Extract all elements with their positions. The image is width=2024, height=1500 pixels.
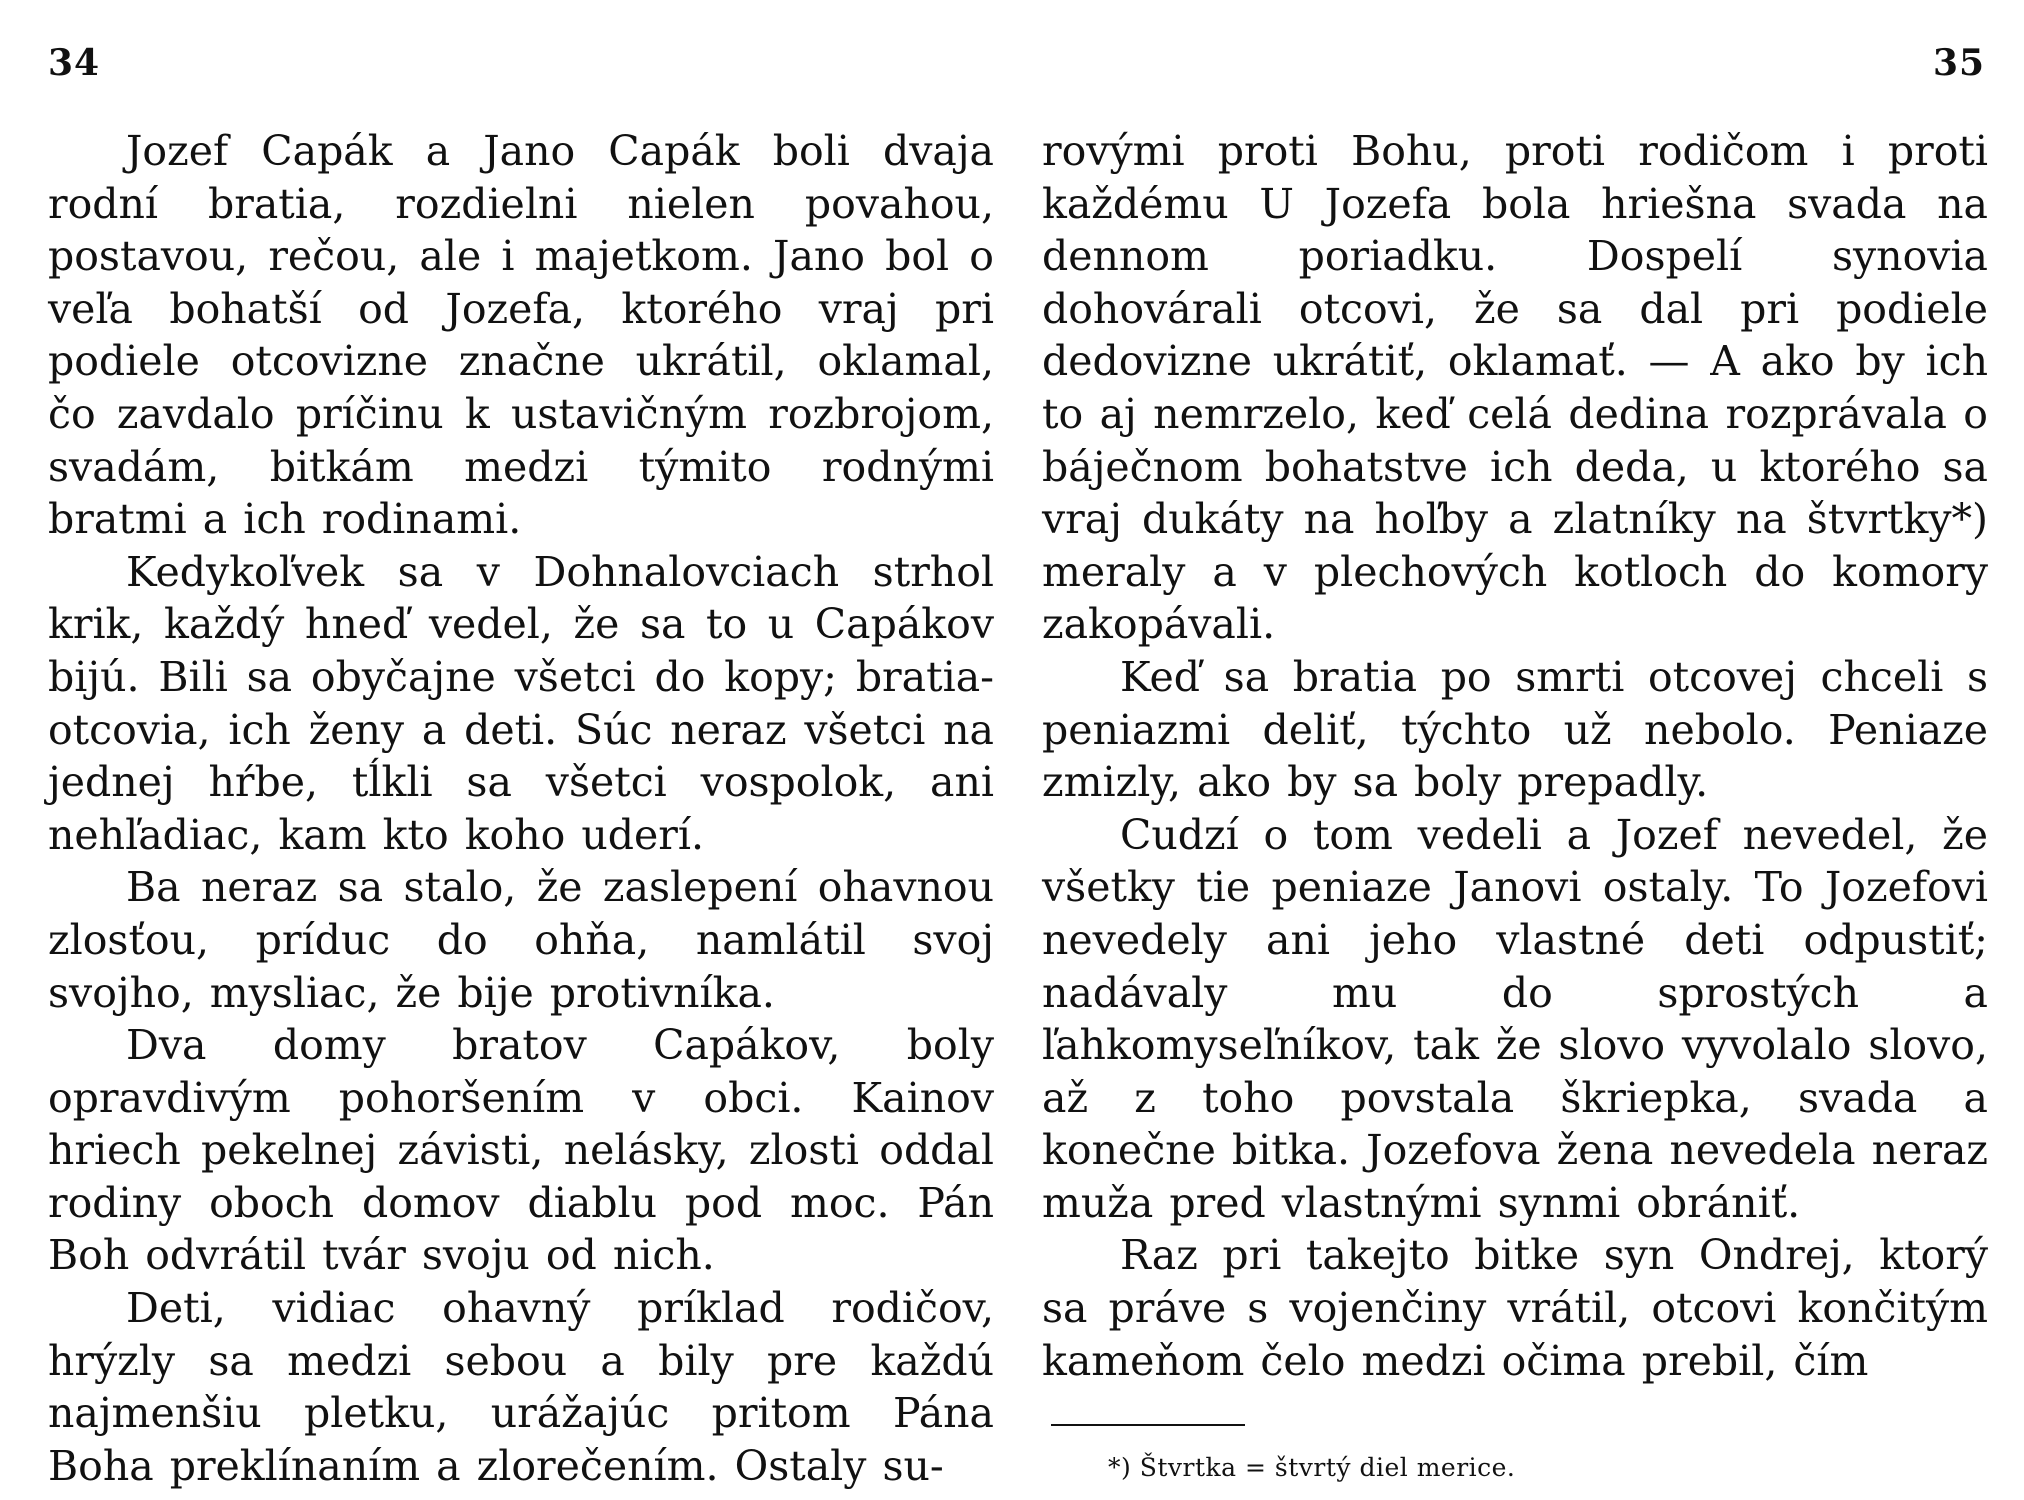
paragraph: rovými proti Bohu, proti rodičom i proti každému U Jozefa bola hriešna svada na dennom poriadku. Dospelí synovia dohovárali otcovi, že sa dal pri podiele dedovizne ukrátiť, oklamať. — A ako by ich to aj nemrzelo, keď celá dedina rozprávala o báječnom bohatstve ich deda, u ktorého sa vraj dukáty na hoľby a zlatníky na štvrtky*) meraly a v plechových kotloch do komory zakopávali.	[1042, 127, 1988, 649]
footnote: *) Štvrtka = štvrtý diel merice.	[1108, 1453, 1516, 1482]
paragraph: Ba neraz sa stalo, že zaslepení ohavnou zlosťou, príduc do ohňa, namlátil svoj svojho, mysliac, že bije protivníka.	[48, 863, 994, 1017]
paragraph: Keď sa bratia po smrti otcovej chceli s peniazmi deliť, týchto už nebolo. Peniaze zmizly, ako by sa boly prepadly.	[1042, 652, 1988, 807]
paragraph: Raz pri takejto bitke syn Ondrej, ktorý sa práve s vojenčiny vrátil, otcovi končitým kameňom čelo medzi očima prebil, čím	[1042, 1231, 1988, 1385]
paragraph: Cudzí o tom vedeli a Jozef nevedel, že všetky tie peniaze Janovi ostaly. To Jozefovi nevedely ani jeho vlastné deti odpustiť; nadávaly mu do sprostých a ľahkomyseľníkov, tak že slovo vyvolalo slovo, až z toho povstala škriepka, svada a konečne bitka. Jozefova žena nevedela neraz muža pred vlastnými synmi obrániť.	[1042, 810, 1988, 1227]
paragraph: Deti, vidiac ohavný príklad rodičov, hrýzly sa medzi sebou a bily pre každú najmenšiu pletku, urážajúc pritom Pána Boha preklínaním a zlorečením. Ostaly su-	[48, 1284, 994, 1490]
right-column	[1042, 125, 1988, 1387]
paragraph: Kedykoľvek sa v Dohnalovciach strhol krik, každý hneď vedel, že sa to u Capákov bijú. Bili sa obyčajne všetci do kopy; bratia-otcovia, ich ženy a deti. Súc neraz všetci na jednej hŕbe, tĺkli sa všetci vospolok, ani nehľadiac, kam kto koho uderí.	[48, 547, 994, 859]
left-column	[48, 125, 994, 1492]
footnote-divider	[1051, 1424, 1245, 1426]
page-number-left: 34	[48, 42, 101, 84]
page-number-right: 35	[1933, 42, 1986, 84]
paragraph: Dva domy bratov Capákov, boly opravdivým pohoršením v obci. Kainov hriech pekelnej závisti, nelásky, zlosti oddal rodiny oboch domov diablu pod moc. Pán Boh odvrátil tvár svoju od nich.	[48, 1021, 994, 1280]
paragraph: Jozef Capák a Jano Capák boli dvaja rodní bratia, rozdielni nielen povahou, postavou, rečou, ale i majetkom. Jano bol o veľa bohatší od Jozefa, ktorého vraj pri podiele otcovizne značne ukrátil, oklamal, čo zavdalo príčinu k ustavičným rozbrojom, svadám, bitkám medzi týmito rodnými bratmi a ich rodinami.	[48, 127, 994, 544]
